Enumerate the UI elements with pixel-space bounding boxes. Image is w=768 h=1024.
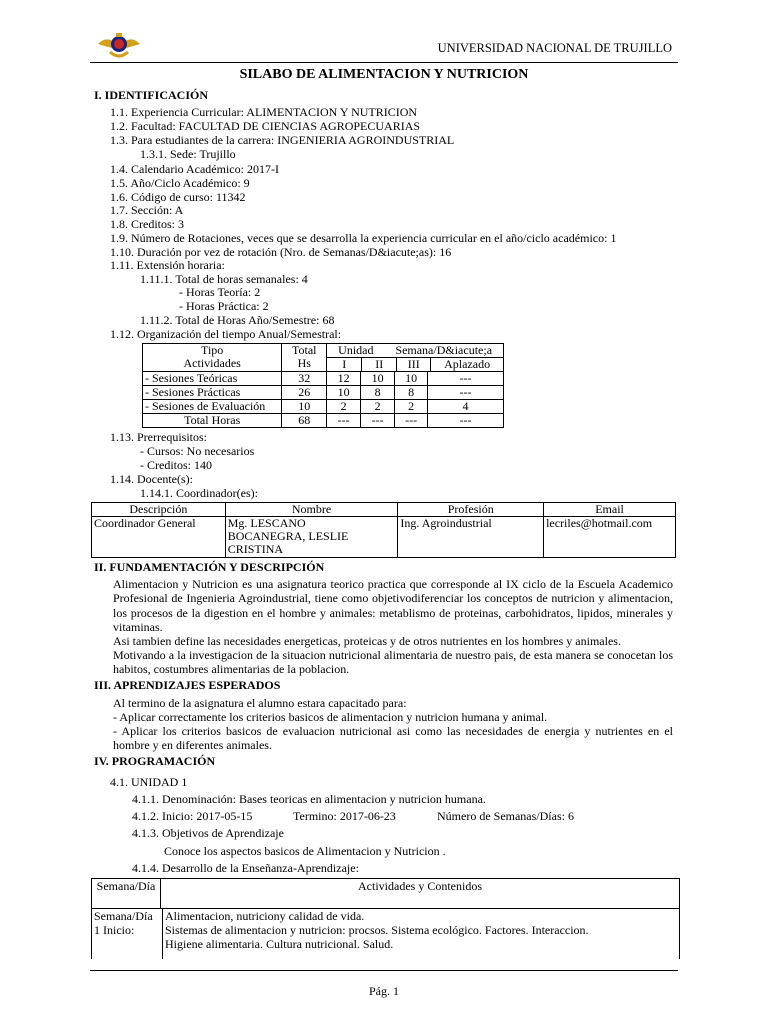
docente-row: Coordinador General Mg. LESCANO BOCANEGRA, LESLIE CRISTINA Ing. Agroindustrial lecriles@hotmail.com (92, 517, 676, 558)
activities-header-semana: Semana/Día (92, 879, 161, 908)
ident-horas-practica: - Horas Práctica: 2 (179, 299, 269, 313)
organization-table (142, 343, 504, 428)
programacion-termino: Termino: 2017-06-23 (293, 809, 396, 823)
ident-1-14: 1.14. Docente(s): (110, 472, 193, 486)
ident-1-12: 1.12. Organización del tiempo Anual/Semestral: (110, 327, 342, 341)
ident-1-11-2: 1.11.2. Total de Horas Año/Semestre: 68 (140, 313, 335, 327)
programacion-objetivos-text: Conoce los aspectos basicos de Alimentacion y Nutricion . (164, 844, 446, 858)
section-programacion: IV. PROGRAMACIÓN (94, 754, 216, 768)
ident-1-13: 1.13. Prerrequisitos: (110, 430, 207, 444)
activities-cell-semana: Semana/Día 1 Inicio: (92, 909, 163, 959)
org-row-teoricas: - Sesiones Teóricas 32 12 10 10 --- (143, 372, 504, 386)
ident-creditos: - Creditos: 140 (140, 458, 212, 472)
programacion-semanas: Número de Semanas/Días: 6 (437, 809, 574, 823)
org-header-unidad: Unidad Semana/D&iacute;a I II III Aplazado (327, 344, 504, 372)
activity-3: Higiene alimentaria. Cultura nutricional. Salud. (165, 937, 394, 951)
ident-1-14-1: 1.14.1. Coordinador(es): (140, 486, 258, 500)
ident-1-11-1: 1.11.1. Total de horas semanales: 4 (140, 272, 308, 286)
ident-1-3-1: 1.3.1. Sede: Trujillo (140, 147, 236, 161)
docente-header-row: Descripción Nombre Profesión Email (92, 503, 676, 517)
ident-1-9: 1.9. Número de Rotaciones, veces que se desarrolla la experiencia curricular en el año/ciclo académico: 1 (110, 231, 617, 245)
fundamentacion-p3: Motivando a la investigacion de la situacion nutricional alimentaria de nuestro pais, de esta manera se conocetan los habitos, costumbres alimentarias de la poblacion. (113, 648, 673, 677)
fundamentacion-p1: Alimentacion y Nutricion es una asignatura teorico practica que corresponde al IX ciclo de la Escuela Academico Profesional de Ingenieria Agroindustrial, tiene como objetivodiferenciar los conceptos de nutricion y alimentacion, los procesos de la digestion en el hombre y animales: metablismo de proteinas, carbohidratos, lipidos, minerales y vitaminas. (113, 577, 673, 634)
org-header-tipo: Tipo Actividades (143, 344, 282, 372)
docente-email: lecriles@hotmail.com (546, 516, 653, 530)
ident-1-2: 1.2. Facultad: FACULTAD DE CIENCIAS AGROPECUARIAS (110, 119, 421, 133)
org-header-total: Total Hs (282, 344, 327, 372)
footer-divider (90, 970, 678, 971)
ident-1-8: 1.8. Creditos: 3 (110, 217, 184, 231)
ident-1-10: 1.10. Duración por vez de rotación (Nro. de Semanas/D&iacute;as): 16 (110, 245, 452, 259)
ident-1-3: 1.3. Para estudiantes de la carrera: INGENIERIA AGROINDUSTRIAL (110, 133, 455, 147)
page-number: Pág. 1 (369, 984, 399, 998)
activities-header-contenidos: Actividades y Contenidos (358, 879, 482, 893)
aprendizajes-item-1: - Aplicar correctamente los criterios basicos de alimentacion y nutricion humana y animal. (113, 710, 548, 724)
ident-horas-teoria: - Horas Teoría: 2 (179, 285, 261, 299)
ident-1-5: 1.5. Año/Ciclo Académico: 9 (110, 176, 250, 190)
org-row-practicas: - Sesiones Prácticas 26 10 8 8 --- (143, 386, 504, 400)
section-aprendizajes: III. APRENDIZAJES ESPERADOS (94, 678, 281, 692)
document-title: SILABO DE ALIMENTACION Y NUTRICION (239, 67, 529, 82)
org-row-evaluacion: - Sesiones de Evaluación 10 2 2 2 4 (143, 400, 504, 414)
programacion-unidad: 4.1. UNIDAD 1 (110, 775, 188, 789)
university-seal-logo (96, 30, 142, 62)
docente-table (91, 502, 676, 558)
aprendizajes-intro: Al termino de la asignatura el alumno estara capacitado para: (113, 696, 407, 710)
aprendizajes-item-2: - Aplicar los criterios basicos de evaluacion nutricional asi como las necesidades de energia y nutrientes en el hombre y en diferentes animales. (113, 724, 673, 753)
fundamentacion-p2: Asi tambien define las necesidades energeticas, proteicas y de otros nutrientes en los hombres y animales. (113, 634, 621, 648)
programacion-desarrollo: 4.1.4. Desarrollo de la Enseñanza-Aprendizaje: (132, 861, 359, 875)
ident-cursos: - Cursos: No necesarios (140, 444, 255, 458)
section-identificacion: I. IDENTIFICACIÓN (94, 88, 209, 102)
header-divider (90, 62, 678, 63)
activity-1: Alimentacion, nutriciony calidad de vida. (165, 909, 365, 923)
activity-2: Sistemas de alimentacion y nutricion: procsos. Sistema ecológico. Factores. Interaccion. (165, 923, 589, 937)
ident-1-11: 1.11. Extensión horaria: (110, 258, 225, 272)
section-fundamentacion: II. FUNDAMENTACIÓN Y DESCRIPCIÓN (94, 560, 325, 574)
org-row-total: Total Horas 68 --- --- --- --- (143, 414, 504, 428)
ident-1-4: 1.4. Calendario Académico: 2017-I (110, 162, 279, 176)
activities-table (91, 878, 680, 959)
ident-1-6: 1.6. Código de curso: 11342 (110, 190, 246, 204)
ident-1-7: 1.7. Sección: A (110, 203, 184, 217)
programacion-inicio: 4.1.2. Inicio: 2017-05-15 (132, 809, 253, 823)
programacion-denominacion: 4.1.1. Denominación: Bases teoricas en alimentacion y nutricion humana. (132, 792, 486, 806)
ident-1-1: 1.1. Experiencia Curricular: ALIMENTACION Y NUTRICION (110, 105, 418, 119)
university-name: UNIVERSIDAD NACIONAL DE TRUJILLO (437, 41, 672, 55)
programacion-objetivos: 4.1.3. Objetivos de Aprendizaje (132, 826, 284, 840)
